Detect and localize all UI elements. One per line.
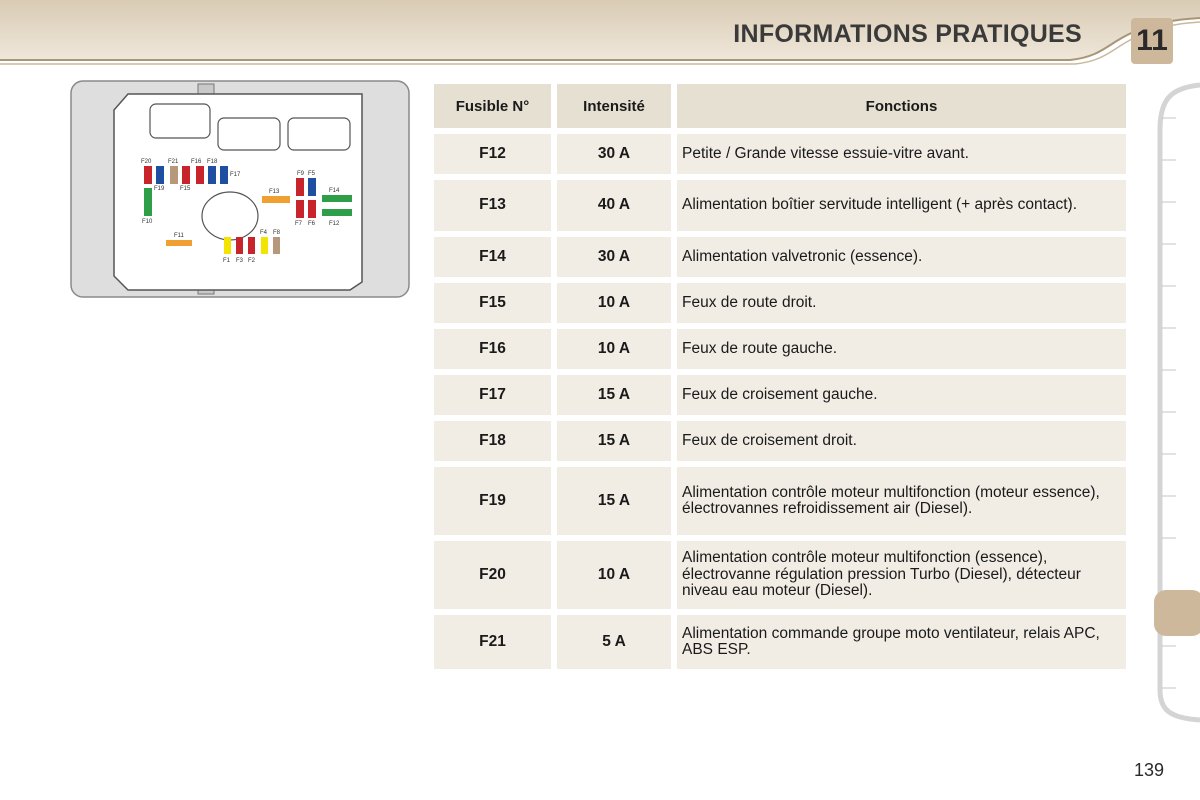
chapter-tabs: [1150, 80, 1200, 725]
label-f19: F19: [154, 186, 165, 192]
fuse-amperage: 10 A: [557, 329, 671, 369]
fuse-amperage: 5 A: [557, 615, 671, 669]
label-f13: F13: [269, 189, 280, 195]
label-f3: F3: [236, 258, 244, 264]
table-row: [434, 467, 1126, 535]
fuse-f12: [322, 209, 352, 216]
label-f4: F4: [260, 230, 268, 236]
page-title: INFORMATIONS PRATIQUES: [733, 20, 1082, 48]
fuse-number: F21: [434, 615, 551, 669]
fuse-f11: [166, 240, 192, 246]
fuse-f13: [262, 196, 290, 203]
fuse-f8: [273, 237, 280, 254]
fuse-function: Feux de route gauche.: [677, 329, 1126, 369]
fuse-number: F16: [434, 329, 551, 369]
label-f11: F11: [174, 233, 184, 239]
fuse-amperage: 15 A: [557, 421, 671, 461]
fuse-number: F15: [434, 283, 551, 323]
fuse-f14: [322, 195, 352, 202]
fuse-function: Feux de croisement droit.: [677, 421, 1126, 461]
fuse-function: Alimentation contrôle moteur multifonction (essence), électrovanne régulation pression Turbo (Diesel), détecteur niveau eau moteur (Diesel).: [677, 541, 1126, 609]
label-f15: F15: [180, 186, 191, 192]
label-f2: F2: [248, 258, 256, 264]
fuse-number: F14: [434, 237, 551, 277]
fuse-function: Petite / Grande vitesse essuie-vitre avant.: [677, 134, 1126, 174]
fuse-number: F19: [434, 467, 551, 535]
fuse-number: F12: [434, 134, 551, 174]
column-header-functions: Fonctions: [677, 84, 1126, 128]
table-row: [434, 541, 1126, 609]
column-header-intensity: Intensité: [557, 84, 671, 128]
label-f21: F21: [168, 159, 179, 165]
fuse-f10: [144, 188, 152, 216]
fuse-amperage: 15 A: [557, 467, 671, 535]
fuse-f4: [261, 237, 268, 254]
fuse-f21: [156, 166, 164, 184]
fuse-f3: [236, 237, 243, 254]
fuse-amperage: 30 A: [557, 237, 671, 277]
active-chapter-tab: [1154, 590, 1200, 636]
column-header-fuse: Fusible N°: [434, 84, 551, 128]
fuse-f18: [208, 166, 216, 184]
table-row: [434, 283, 1126, 323]
fuse-f20: [144, 166, 152, 184]
fuse-number: F20: [434, 541, 551, 609]
label-f16: F16: [191, 159, 202, 165]
fuse-table: [428, 78, 1132, 675]
fuse-number: F17: [434, 375, 551, 415]
label-f12: F12: [329, 221, 340, 227]
label-f8: F8: [273, 230, 281, 236]
table-header-row: [434, 84, 1126, 128]
fuse-amperage: 15 A: [557, 375, 671, 415]
fuse-f15: [182, 166, 190, 184]
table-row: [434, 375, 1126, 415]
fuse-amperage: 10 A: [557, 283, 671, 323]
chapter-badge: 11: [1131, 18, 1173, 64]
fuse-function: Alimentation contrôle moteur multifonction (moteur essence), électrovannes refroidissement air (Diesel).: [677, 467, 1126, 535]
label-f10: F10: [142, 219, 153, 225]
fuse-function: Alimentation boîtier servitude intelligent (+ après contact).: [677, 180, 1126, 231]
table-row: [434, 134, 1126, 174]
fuse-f2: [248, 237, 255, 254]
label-f9: F9: [297, 171, 305, 177]
fuse-f1: [224, 237, 231, 254]
label-f17: F17: [230, 172, 241, 178]
label-f18: F18: [207, 159, 218, 165]
label-f20: F20: [141, 159, 152, 165]
fuse-function: Alimentation commande groupe moto ventilateur, relais APC, ABS ESP.: [677, 615, 1126, 669]
fuse-f9: [296, 178, 304, 196]
page-number: 139: [1134, 760, 1165, 780]
fuse-f6: [308, 200, 316, 218]
fuse-number: F13: [434, 180, 551, 231]
fuse-f16: [196, 166, 204, 184]
fuse-box-diagram: [70, 80, 410, 298]
table-row: [434, 180, 1126, 231]
fuse-function: Feux de route droit.: [677, 283, 1126, 323]
fuse-number: F18: [434, 421, 551, 461]
fuse-f17: [220, 166, 228, 184]
fuse-f5: [308, 178, 316, 196]
fuse-amperage: 10 A: [557, 541, 671, 609]
table-row: [434, 615, 1126, 669]
label-f7: F7: [295, 221, 303, 227]
fuse-f19: [170, 166, 178, 184]
fuse-amperage: 40 A: [557, 180, 671, 231]
fuse-function: Feux de croisement gauche.: [677, 375, 1126, 415]
label-f1: F1: [223, 258, 231, 264]
table-row: [434, 421, 1126, 461]
table-row: [434, 329, 1126, 369]
label-f14: F14: [329, 188, 340, 194]
fuse-f7: [296, 200, 304, 218]
fuse-function: Alimentation valvetronic (essence).: [677, 237, 1126, 277]
table-row: [434, 237, 1126, 277]
label-f5: F5: [308, 171, 316, 177]
label-f6: F6: [308, 221, 316, 227]
fuse-amperage: 30 A: [557, 134, 671, 174]
